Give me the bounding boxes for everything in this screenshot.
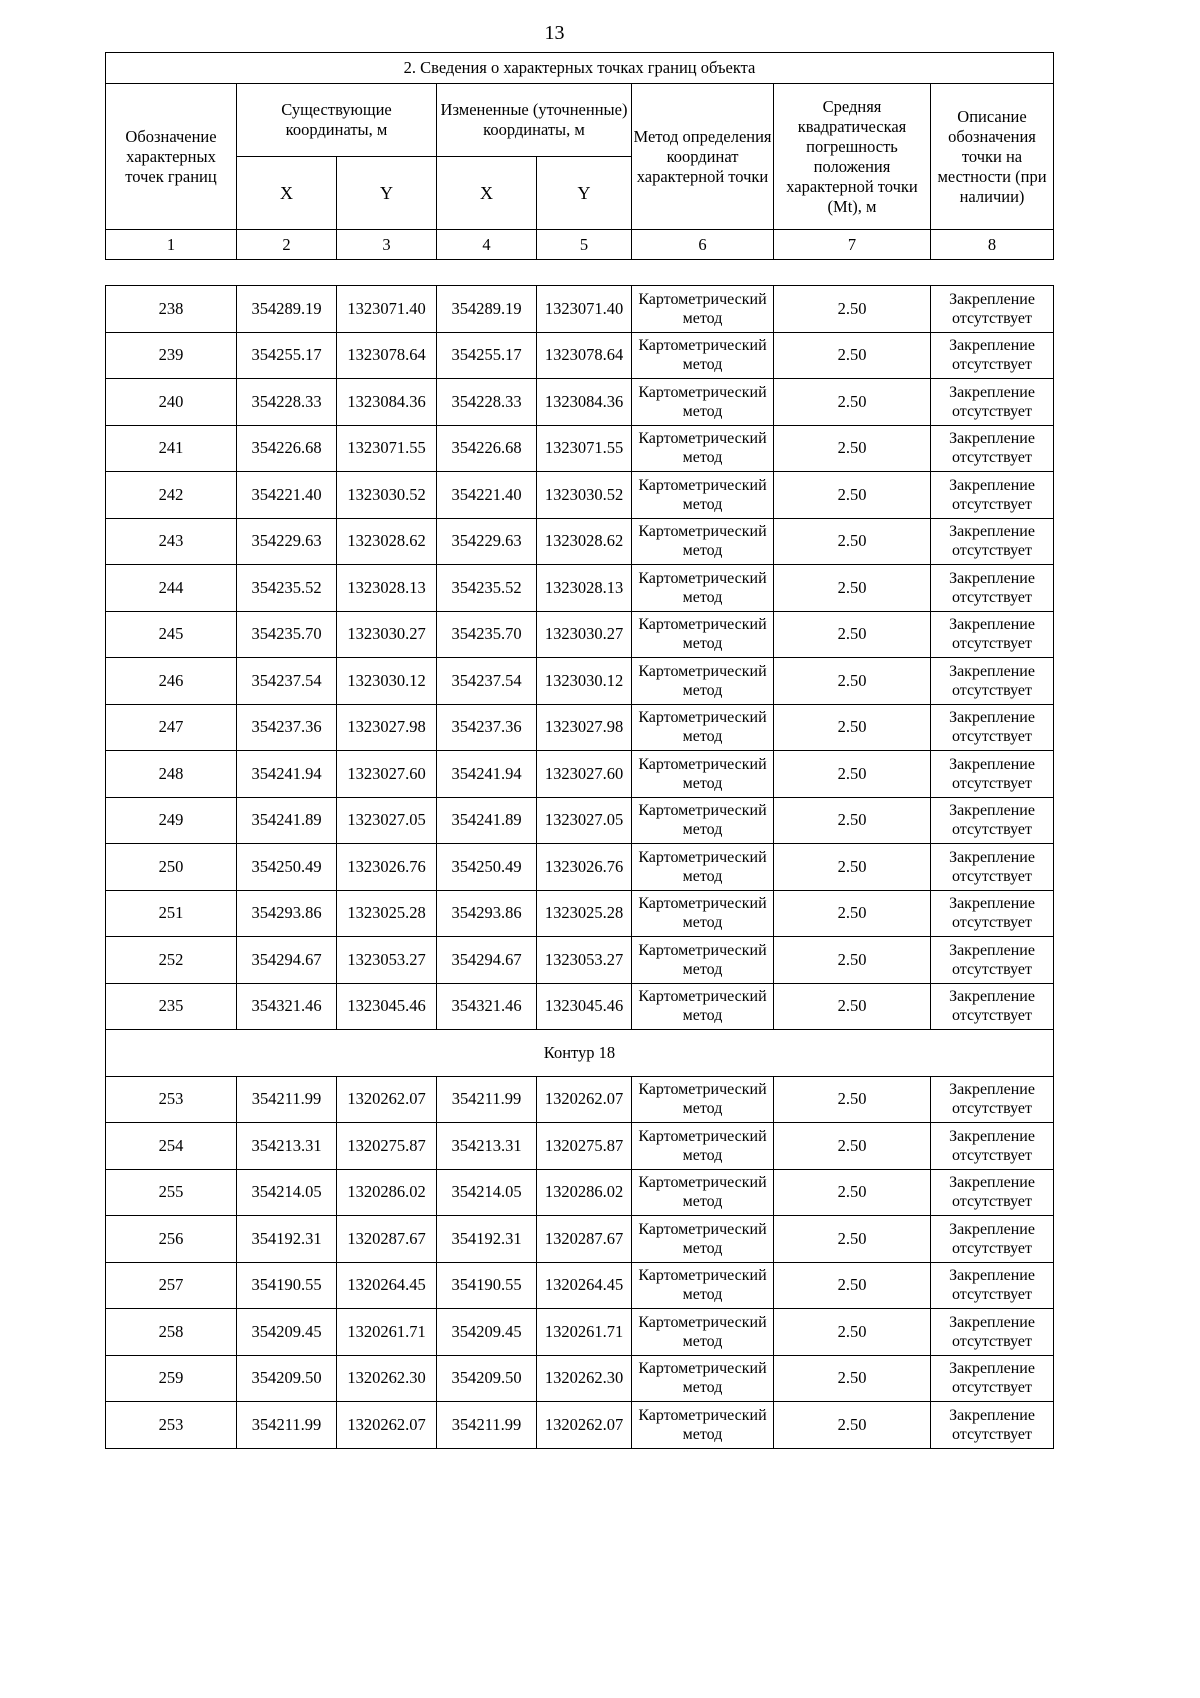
method-cell: Картометрический метод [632, 1355, 774, 1402]
changed-x-cell: 354255.17 [437, 332, 537, 379]
existing-x-cell: 354190.55 [237, 1262, 337, 1309]
existing-y-cell: 1323030.52 [337, 472, 437, 519]
header-x-existing: X [237, 157, 337, 230]
method-cell: Картометрический метод [632, 1123, 774, 1170]
existing-x-cell: 354221.40 [237, 472, 337, 519]
existing-y-cell: 1323030.12 [337, 658, 437, 705]
point-id-cell: 247 [106, 704, 237, 751]
point-id-cell: 238 [106, 286, 237, 333]
table-row [106, 890, 1054, 937]
description-cell: Закрепление отсутствует [931, 1123, 1054, 1170]
point-id-cell: 245 [106, 611, 237, 658]
description-cell: Закрепление отсутствует [931, 797, 1054, 844]
header-x-changed: X [437, 157, 537, 230]
existing-x-cell: 354294.67 [237, 937, 337, 984]
method-cell: Картометрический метод [632, 983, 774, 1030]
error-cell: 2.50 [774, 1262, 931, 1309]
point-id-cell: 259 [106, 1355, 237, 1402]
table-row [106, 518, 1054, 565]
changed-y-cell: 1323071.40 [537, 286, 632, 333]
table-row [106, 1355, 1054, 1402]
existing-y-cell: 1323030.27 [337, 611, 437, 658]
existing-y-cell: 1323084.36 [337, 379, 437, 426]
changed-x-cell: 354235.70 [437, 611, 537, 658]
error-cell: 2.50 [774, 1402, 931, 1449]
method-cell: Картометрический метод [632, 1309, 774, 1356]
changed-x-cell: 354229.63 [437, 518, 537, 565]
description-cell: Закрепление отсутствует [931, 751, 1054, 798]
existing-x-cell: 354213.31 [237, 1123, 337, 1170]
method-cell: Картометрический метод [632, 797, 774, 844]
error-cell: 2.50 [774, 751, 931, 798]
changed-y-cell: 1323027.98 [537, 704, 632, 751]
changed-x-cell: 354241.94 [437, 751, 537, 798]
header-description: Описание обозначения точки на местности (при наличии) [931, 84, 1054, 230]
column-number: 1 [106, 230, 237, 260]
description-cell: Закрепление отсутствует [931, 1262, 1054, 1309]
description-cell: Закрепление отсутствует [931, 286, 1054, 333]
error-cell: 2.50 [774, 611, 931, 658]
error-cell: 2.50 [774, 658, 931, 705]
description-cell: Закрепление отсутствует [931, 704, 1054, 751]
existing-x-cell: 354241.89 [237, 797, 337, 844]
point-id-cell: 258 [106, 1309, 237, 1356]
description-cell: Закрепление отсутствует [931, 658, 1054, 705]
description-cell: Закрепление отсутствует [931, 983, 1054, 1030]
changed-x-cell: 354190.55 [437, 1262, 537, 1309]
changed-x-cell: 354237.36 [437, 704, 537, 751]
method-cell: Картометрический метод [632, 1216, 774, 1263]
description-cell: Закрепление отсутствует [931, 518, 1054, 565]
point-id-cell: 256 [106, 1216, 237, 1263]
error-cell: 2.50 [774, 565, 931, 612]
changed-x-cell: 354241.89 [437, 797, 537, 844]
changed-x-cell: 354289.19 [437, 286, 537, 333]
existing-x-cell: 354289.19 [237, 286, 337, 333]
existing-y-cell: 1320275.87 [337, 1123, 437, 1170]
method-cell: Картометрический метод [632, 286, 774, 333]
existing-x-cell: 354214.05 [237, 1169, 337, 1216]
existing-x-cell: 354211.99 [237, 1402, 337, 1449]
changed-y-cell: 1323045.46 [537, 983, 632, 1030]
changed-y-cell: 1323028.13 [537, 565, 632, 612]
existing-y-cell: 1323027.60 [337, 751, 437, 798]
error-cell: 2.50 [774, 1123, 931, 1170]
table-row [106, 1309, 1054, 1356]
description-cell: Закрепление отсутствует [931, 890, 1054, 937]
changed-y-cell: 1323053.27 [537, 937, 632, 984]
header-table [105, 52, 1054, 260]
changed-x-cell: 354214.05 [437, 1169, 537, 1216]
description-cell: Закрепление отсутствует [931, 565, 1054, 612]
column-number: 2 [237, 230, 337, 260]
table-row [106, 658, 1054, 705]
changed-y-cell: 1323071.55 [537, 425, 632, 472]
header-changed-coords: Измененные (уточненные) координаты, м [437, 84, 632, 157]
changed-y-cell: 1323030.12 [537, 658, 632, 705]
existing-x-cell: 354237.36 [237, 704, 337, 751]
description-cell: Закрепление отсутствует [931, 1309, 1054, 1356]
changed-x-cell: 354235.52 [437, 565, 537, 612]
point-id-cell: 250 [106, 844, 237, 891]
column-number: 6 [632, 230, 774, 260]
point-id-cell: 239 [106, 332, 237, 379]
existing-y-cell: 1323027.98 [337, 704, 437, 751]
point-id-cell: 244 [106, 565, 237, 612]
point-id-cell: 251 [106, 890, 237, 937]
existing-y-cell: 1323071.55 [337, 425, 437, 472]
changed-y-cell: 1320261.71 [537, 1309, 632, 1356]
changed-y-cell: 1323027.05 [537, 797, 632, 844]
description-cell: Закрепление отсутствует [931, 472, 1054, 519]
column-number: 5 [537, 230, 632, 260]
existing-x-cell: 354209.45 [237, 1309, 337, 1356]
error-cell: 2.50 [774, 425, 931, 472]
existing-y-cell: 1320287.67 [337, 1216, 437, 1263]
changed-x-cell: 354211.99 [437, 1402, 537, 1449]
error-cell: 2.50 [774, 704, 931, 751]
error-cell: 2.50 [774, 1076, 931, 1123]
point-id-cell: 243 [106, 518, 237, 565]
point-id-cell: 235 [106, 983, 237, 1030]
error-cell: 2.50 [774, 1216, 931, 1263]
error-cell: 2.50 [774, 797, 931, 844]
description-cell: Закрепление отсутствует [931, 379, 1054, 426]
table-row [106, 565, 1054, 612]
description-cell: Закрепление отсутствует [931, 1216, 1054, 1263]
table-row [106, 983, 1054, 1030]
method-cell: Картометрический метод [632, 704, 774, 751]
error-cell: 2.50 [774, 1169, 931, 1216]
point-id-cell: 253 [106, 1076, 237, 1123]
table-row [106, 844, 1054, 891]
existing-y-cell: 1320262.30 [337, 1355, 437, 1402]
existing-y-cell: 1323045.46 [337, 983, 437, 1030]
method-cell: Картометрический метод [632, 1402, 774, 1449]
header-y-existing: Y [337, 157, 437, 230]
error-cell: 2.50 [774, 379, 931, 426]
table-row [106, 937, 1054, 984]
method-cell: Картометрический метод [632, 751, 774, 798]
existing-y-cell: 1323027.05 [337, 797, 437, 844]
error-cell: 2.50 [774, 332, 931, 379]
changed-y-cell: 1320286.02 [537, 1169, 632, 1216]
changed-y-cell: 1320287.67 [537, 1216, 632, 1263]
point-id-cell: 240 [106, 379, 237, 426]
changed-x-cell: 354226.68 [437, 425, 537, 472]
header-error: Средняя квадратическая погрешность положения характерной точки (Mt), м [774, 84, 931, 230]
existing-y-cell: 1320262.07 [337, 1402, 437, 1449]
changed-y-cell: 1323025.28 [537, 890, 632, 937]
table-row [106, 797, 1054, 844]
changed-x-cell: 354209.45 [437, 1309, 537, 1356]
existing-x-cell: 354235.52 [237, 565, 337, 612]
changed-x-cell: 354209.50 [437, 1355, 537, 1402]
existing-x-cell: 354255.17 [237, 332, 337, 379]
changed-y-cell: 1320264.45 [537, 1262, 632, 1309]
table-row [106, 704, 1054, 751]
point-id-cell: 254 [106, 1123, 237, 1170]
changed-x-cell: 354192.31 [437, 1216, 537, 1263]
changed-x-cell: 354294.67 [437, 937, 537, 984]
error-cell: 2.50 [774, 890, 931, 937]
point-id-cell: 241 [106, 425, 237, 472]
table-row [106, 472, 1054, 519]
changed-y-cell: 1323030.27 [537, 611, 632, 658]
point-id-cell: 242 [106, 472, 237, 519]
description-cell: Закрепление отсутствует [931, 611, 1054, 658]
point-id-cell: 255 [106, 1169, 237, 1216]
table-row [106, 611, 1054, 658]
table-title: 2. Сведения о характерных точках границ объекта [106, 53, 1054, 84]
table-row [106, 1216, 1054, 1263]
error-cell: 2.50 [774, 472, 931, 519]
method-cell: Картометрический метод [632, 890, 774, 937]
description-cell: Закрепление отсутствует [931, 1076, 1054, 1123]
point-id-cell: 249 [106, 797, 237, 844]
table-row [106, 1169, 1054, 1216]
contour-row [106, 1030, 1054, 1077]
description-cell: Закрепление отсутствует [931, 1169, 1054, 1216]
existing-x-cell: 354209.50 [237, 1355, 337, 1402]
changed-x-cell: 354250.49 [437, 844, 537, 891]
description-cell: Закрепление отсутствует [931, 1355, 1054, 1402]
existing-y-cell: 1320286.02 [337, 1169, 437, 1216]
header-y-changed: Y [537, 157, 632, 230]
existing-x-cell: 354293.86 [237, 890, 337, 937]
changed-x-cell: 354221.40 [437, 472, 537, 519]
error-cell: 2.50 [774, 518, 931, 565]
existing-x-cell: 354237.54 [237, 658, 337, 705]
description-cell: Закрепление отсутствует [931, 425, 1054, 472]
existing-y-cell: 1323053.27 [337, 937, 437, 984]
existing-y-cell: 1320261.71 [337, 1309, 437, 1356]
page-number: 13 [544, 22, 565, 44]
method-cell: Картометрический метод [632, 658, 774, 705]
table-row [106, 751, 1054, 798]
changed-x-cell: 354321.46 [437, 983, 537, 1030]
description-cell: Закрепление отсутствует [931, 937, 1054, 984]
method-cell: Картометрический метод [632, 844, 774, 891]
existing-y-cell: 1323025.28 [337, 890, 437, 937]
changed-x-cell: 354293.86 [437, 890, 537, 937]
method-cell: Картометрический метод [632, 332, 774, 379]
existing-y-cell: 1323028.13 [337, 565, 437, 612]
existing-x-cell: 354241.94 [237, 751, 337, 798]
error-cell: 2.50 [774, 286, 931, 333]
changed-x-cell: 354237.54 [437, 658, 537, 705]
method-cell: Картометрический метод [632, 937, 774, 984]
changed-x-cell: 354228.33 [437, 379, 537, 426]
method-cell: Картометрический метод [632, 611, 774, 658]
method-cell: Картометрический метод [632, 1169, 774, 1216]
existing-y-cell: 1323078.64 [337, 332, 437, 379]
existing-x-cell: 354235.70 [237, 611, 337, 658]
method-cell: Картометрический метод [632, 472, 774, 519]
existing-x-cell: 354229.63 [237, 518, 337, 565]
changed-y-cell: 1323026.76 [537, 844, 632, 891]
point-id-cell: 253 [106, 1402, 237, 1449]
existing-y-cell: 1323071.40 [337, 286, 437, 333]
changed-y-cell: 1323078.64 [537, 332, 632, 379]
column-number: 8 [931, 230, 1054, 260]
existing-x-cell: 354321.46 [237, 983, 337, 1030]
method-cell: Картометрический метод [632, 425, 774, 472]
header-designation: Обозначение характерных точек границ [106, 84, 237, 230]
table-row [106, 1402, 1054, 1449]
changed-y-cell: 1320275.87 [537, 1123, 632, 1170]
changed-y-cell: 1320262.07 [537, 1402, 632, 1449]
existing-x-cell: 354250.49 [237, 844, 337, 891]
existing-y-cell: 1323028.62 [337, 518, 437, 565]
points-table [105, 285, 1054, 1449]
changed-x-cell: 354213.31 [437, 1123, 537, 1170]
changed-y-cell: 1320262.30 [537, 1355, 632, 1402]
existing-y-cell: 1320262.07 [337, 1076, 437, 1123]
method-cell: Картометрический метод [632, 379, 774, 426]
existing-x-cell: 354211.99 [237, 1076, 337, 1123]
method-cell: Картометрический метод [632, 1076, 774, 1123]
header-method: Метод определения координат характерной точки [632, 84, 774, 230]
description-cell: Закрепление отсутствует [931, 332, 1054, 379]
error-cell: 2.50 [774, 937, 931, 984]
error-cell: 2.50 [774, 983, 931, 1030]
table-row [106, 1123, 1054, 1170]
description-cell: Закрепление отсутствует [931, 844, 1054, 891]
changed-y-cell: 1320262.07 [537, 1076, 632, 1123]
existing-x-cell: 354228.33 [237, 379, 337, 426]
table-row [106, 286, 1054, 333]
changed-y-cell: 1323027.60 [537, 751, 632, 798]
column-number: 3 [337, 230, 437, 260]
description-cell: Закрепление отсутствует [931, 1402, 1054, 1449]
method-cell: Картометрический метод [632, 518, 774, 565]
point-id-cell: 252 [106, 937, 237, 984]
error-cell: 2.50 [774, 1309, 931, 1356]
changed-y-cell: 1323028.62 [537, 518, 632, 565]
point-id-cell: 246 [106, 658, 237, 705]
error-cell: 2.50 [774, 1355, 931, 1402]
column-number: 4 [437, 230, 537, 260]
header-existing-coords: Существующие координаты, м [237, 84, 437, 157]
table-row [106, 425, 1054, 472]
table-row [106, 379, 1054, 426]
table-row [106, 1262, 1054, 1309]
existing-y-cell: 1323026.76 [337, 844, 437, 891]
point-id-cell: 248 [106, 751, 237, 798]
table-row [106, 1076, 1054, 1123]
contour-label: Контур 18 [106, 1030, 1054, 1077]
changed-y-cell: 1323084.36 [537, 379, 632, 426]
table-row [106, 332, 1054, 379]
column-number: 7 [774, 230, 931, 260]
method-cell: Картометрический метод [632, 565, 774, 612]
changed-x-cell: 354211.99 [437, 1076, 537, 1123]
point-id-cell: 257 [106, 1262, 237, 1309]
method-cell: Картометрический метод [632, 1262, 774, 1309]
existing-x-cell: 354192.31 [237, 1216, 337, 1263]
changed-y-cell: 1323030.52 [537, 472, 632, 519]
existing-y-cell: 1320264.45 [337, 1262, 437, 1309]
existing-x-cell: 354226.68 [237, 425, 337, 472]
error-cell: 2.50 [774, 844, 931, 891]
